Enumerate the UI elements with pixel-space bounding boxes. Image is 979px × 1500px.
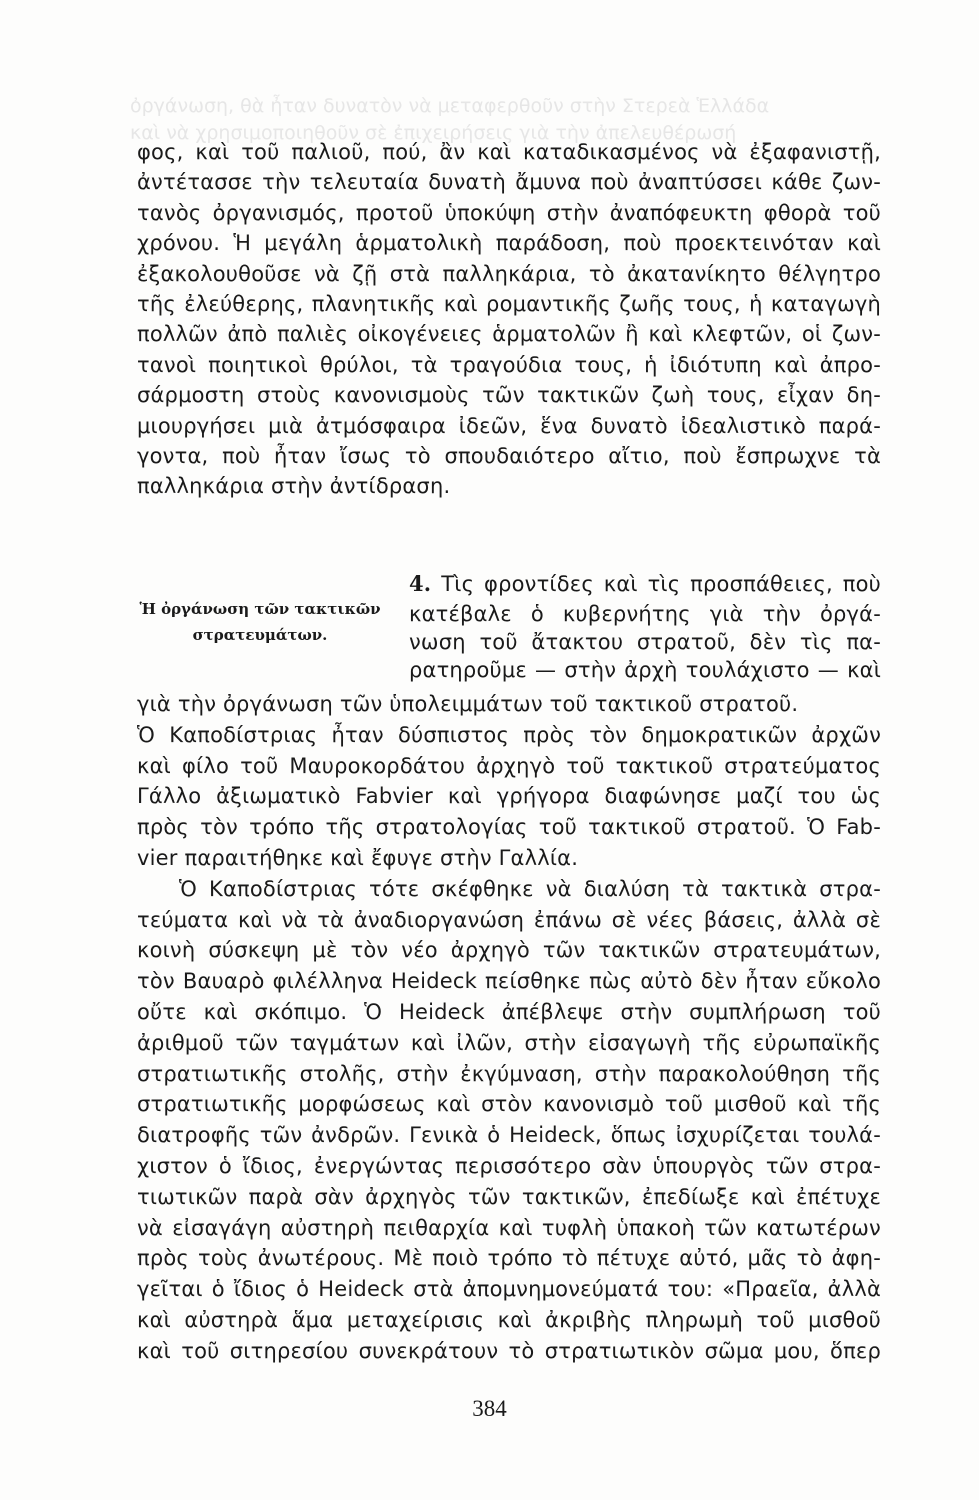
text-line: στρατιωτικῆς μορφώσεως καὶ στὸν κανονισμὸ τοῦ μισθοῦ καὶ τῆς [137,1092,881,1117]
section-heading-line: Ἡ ὀργάνωση τῶν τακτικῶν [139,600,381,618]
text-line: καὶ φίλο τοῦ Μαυροκορδάτου ἀρχηγὸ τοῦ τακτικοῦ στρατεύματος [137,753,881,778]
text-line: γοντα, ποὺ ἦταν ἴσως τὸ σπουδαιότερο αἴτιο, ποὺ ἔσπρωχνε τὰ [137,444,881,468]
section-number: 4. [409,571,432,596]
text-line: κοινὴ σύσκεψη μὲ τὸν νέο ἀρχηγὸ τῶν τακτικῶν στρατευμάτων, [137,938,881,963]
text-line: πρὸς τοὺς ἀνωτέρους. Μὲ ποιὸ τρόπο τὸ πέτυχε αὐτό, μᾶς τὸ ἀφη- [137,1246,881,1271]
text-line: ἀριθμοῦ τῶν ταγμάτων καὶ ἰλῶν, στὴν εἰσαγωγὴ τῆς εὐρωπαϊκῆς [137,1030,881,1055]
text-line: διατροφῆς τῶν ἀνδρῶν. Γενικὰ ὁ Heideck, ὅπως ἰσχυρίζεται τουλά- [137,1123,881,1148]
text-line: vier παραιτήθηκε καὶ ἔφυγε στὴν Γαλλία. [137,846,579,870]
section-heading-line: στρατευμάτων. [192,626,328,644]
text-line: πολλῶν ἀπὸ παλιὲς οἰκογένειες ἁρματολῶν ἢ καὶ κλεφτῶν, οἱ ζων- [137,322,881,347]
text-line: οὔτε καὶ σκόπιμο. Ὁ Heideck ἀπέβλεψε στὴν συμπλήρωση τοῦ [137,1000,881,1024]
text-line: τιωτικῶν παρὰ σὰν ἀρχηγὸς τῶν τακτικῶν, ἐπεδίωξε καὶ ἐπέτυχε [137,1184,881,1209]
text-line: Ὁ Καποδίστριας τότε σκέφθηκε νὰ διαλύση τὰ τακτικὰ στρα- [179,876,881,901]
section-first-line-text: Τὶς φροντίδες καὶ τὶς προσπάθειες, ποὺ [441,572,881,596]
text-line: τῆς ἐλεύθερης, πλανητικῆς καὶ ρομαντικῆς ζωῆς τους, ἡ καταγωγὴ [137,292,881,316]
text-line: μιουργήσει μιὰ ἀτμόσφαιρα ἰδεῶν, ἕνα δυνατὸ ἰδεαλιστικὸ παρά- [137,413,881,438]
text-line: τεύματα καὶ νὰ τὰ ἀναδιοργανώση ἐπάνω σὲ νέες βάσεις, ἀλλὰ σὲ [137,907,881,932]
text-line: ἐξακολουθοῦσε νὰ ζῇ στὰ παλληκάρια, τὸ ἀκατανίκητο θέλγητρο [137,261,881,286]
section-heading [137,596,383,648]
text-line: χρόνου. Ἡ μεγάλη ἁρματολικὴ παράδοση, ποὺ προεκτεινόταν καὶ [137,231,881,256]
text-line: ἀντέτασσε τὴν τελευταία δυνατὴ ἄμυνα ποὺ ἀναπτύσσει κάθε ζων- [137,170,881,195]
text-line: τανὸς ὀργανισμός, προτοῦ ὑποκύψη στὴν ἀναπόφευκτη φθορὰ τοῦ [137,200,881,225]
text-line: τὸν Βαυαρὸ φιλέλληνα Heideck πείσθηκε πὼς αὐτὸ δὲν ἦταν εὔκολο [137,969,881,994]
page-number: 384 [472,1396,507,1421]
text-line: γεῖται ὁ ἴδιος ὁ Heideck στὰ ἀπομνημονεύματά του: «Πραεῖα, ἀλλὰ [137,1277,881,1302]
text-line: Ὁ Καποδίστριας ἦταν δύσπιστος πρὸς τὸν δημοκρατικῶν ἀρχῶν [137,722,881,747]
text-line: κατέβαλε ὁ κυβερνήτης γιὰ τὴν ὀργά- [409,602,881,626]
text-line: σάρμοστη στοὺς κανονισμοὺς τῶν τακτικῶν ζωὴ τους, εἶχαν δη- [137,383,881,408]
text-line: νωση τοῦ ἄτακτου στρατοῦ, δὲν τὶς πα- [409,630,881,654]
text-line: πρὸς τὸν τρόπο τῆς στρατολογίας τοῦ τακτικοῦ στρατοῦ. Ὁ Fab- [137,815,881,840]
text-line: χιστον ὁ ἴδιος, ἐνεργώντας περισσότερο σὰν ὑπουργὸς τῶν στρα- [137,1154,881,1178]
text-line: γιὰ τὴν ὀργάνωση τῶν ὑπολειμμάτων τοῦ τακτικοῦ στρατοῦ. [137,692,799,716]
text-line: καὶ τοῦ σιτηρεσίου συνεκράτουν τὸ στρατιωτικὸν σῶμα μου, ὅπερ [137,1338,881,1363]
text-line: καὶ αὐστηρὰ ἅμα μεταχείρισις καὶ ἀκριβὴς πληρωμὴ τοῦ μισθοῦ [137,1308,881,1332]
text-line: τανοὶ ποιητικοὶ θρύλοι, τὰ τραγούδια τους, ἡ ἰδιότυπη καὶ ἀπρο- [137,352,881,377]
section-first-line [409,570,881,598]
text-line: ρατηροῦμε — στὴν ἀρχὴ τουλάχιστο — καὶ [409,658,881,682]
text-line: στρατιωτικῆς στολῆς, στὴν ἐκγύμναση, στὴν παρακολούθηση τῆς [137,1061,881,1086]
text-line: Γάλλο ἀξιωματικὸ Fabvier καὶ γρήγορα διαφώνησε μαζί του ὡς [137,784,881,809]
text-line: νὰ εἰσαγάγη αὐστηρὴ πειθαρχία καὶ τυφλὴ ὑπακοὴ τῶν κατωτέρων [137,1215,881,1240]
text-line: φος, καὶ τοῦ παλιοῦ, πού, ἂν καὶ καταδικασμένος νὰ ἐξαφανιστῇ, [137,140,881,164]
text-line: παλληκάρια στὴν ἀντίδραση. [137,474,451,499]
bleed-through-text: ὀργάνωση, θὰ ἦταν δυνατὸν νὰ μεταφερθοῦν στὴν Στερεὰ Ἑλλάδα καὶ νὰ χρησιμοποιηθοῦν σὲ ἐπιχειρήσεις γιὰ τὴν ἀπελευθέρωσή [130,95,770,144]
